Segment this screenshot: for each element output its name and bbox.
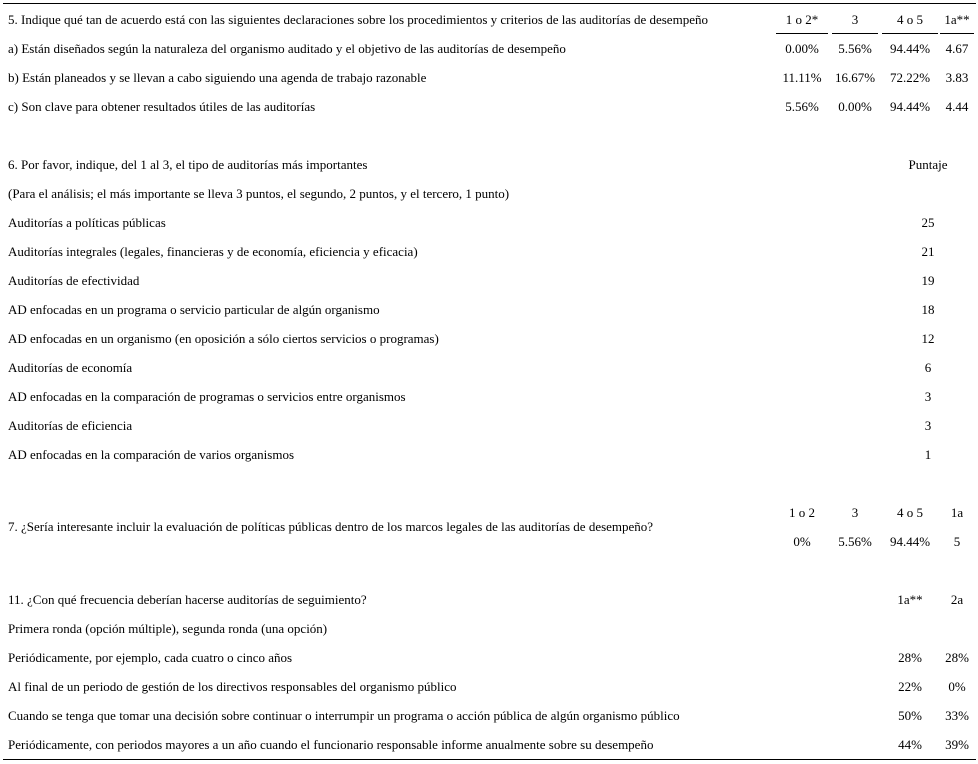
q6-row-label: AD enfocadas en la comparación de programas o servicios entre organismos xyxy=(8,389,406,404)
q11-question: 11. ¿Con qué frecuencia deberían hacerse auditorías de seguimiento? xyxy=(8,592,367,607)
q6-row xyxy=(0,411,978,440)
q5-cell: 11.11% xyxy=(782,70,822,85)
q7-question: 7. ¿Sería interesante incluir la evaluación de políticas públicas dentro de los marcos legales de las auditorías de desempeño? xyxy=(8,519,654,534)
q6-score: 3 xyxy=(924,389,932,404)
q6-row xyxy=(0,382,978,411)
q11-cell: 22% xyxy=(898,679,922,694)
q6-score: 12 xyxy=(921,331,935,346)
q11-row-label: Periódicamente, por ejemplo, cada cuatro o cinco años xyxy=(8,650,293,665)
q11-cell: 44% xyxy=(898,737,922,752)
q11-row xyxy=(0,643,978,672)
q7-cell: 0% xyxy=(793,534,811,549)
q6-row xyxy=(0,208,978,237)
q5-row-a xyxy=(0,34,978,63)
q6-row xyxy=(0,295,978,324)
q6-row xyxy=(0,266,978,295)
q5-header-row xyxy=(0,5,978,34)
q11-note-row xyxy=(0,614,978,643)
q6-row-label: Auditorías a políticas públicas xyxy=(8,215,166,230)
q5-header-2: 3 xyxy=(851,12,859,27)
q11-row-label: Al final de un periodo de gestión de los directivos responsables del organismo público xyxy=(8,679,457,694)
bottom-border xyxy=(3,759,976,760)
q5-cell: 3.83 xyxy=(945,70,969,85)
q11-row xyxy=(0,701,978,730)
q5-row-b xyxy=(0,63,978,92)
q7-cell: 5 xyxy=(953,534,961,549)
q6-header-row xyxy=(0,150,978,179)
q6-row-label: Auditorías de efectividad xyxy=(8,273,140,288)
q5-cell: 4.67 xyxy=(945,41,969,56)
q6-score: 25 xyxy=(921,215,935,230)
q7-header-3: 4 o 5 xyxy=(897,505,923,520)
q6-row xyxy=(0,353,978,382)
q5-header-3: 4 o 5 xyxy=(897,12,923,27)
q5-cell: 94.44% xyxy=(889,41,931,56)
q5-cell: 72.22% xyxy=(889,70,931,85)
q5-question: 5. Indique qué tan de acuerdo está con las siguientes declaraciones sobre los procedimientos y criterios de las auditorías de desempeño xyxy=(8,12,708,27)
q7-header-2: 3 xyxy=(851,505,859,520)
q6-row-label: AD enfocadas en la comparación de varios organismos xyxy=(8,447,295,462)
q6-row-label: Auditorías de economía xyxy=(8,360,133,375)
q6-row-label: Auditorías de eficiencia xyxy=(8,418,133,433)
q6-score: 18 xyxy=(921,302,935,317)
q5-cell: 0.00% xyxy=(838,99,872,114)
q11-cell: 33% xyxy=(945,708,969,723)
q5-cell: 94.44% xyxy=(889,99,931,114)
q6-note: (Para el análisis; el más importante se lleva 3 puntos, el segundo, 2 puntos, y el tercero, 1 punto) xyxy=(8,186,510,201)
q11-row xyxy=(0,672,978,701)
q5-header-4: 1a** xyxy=(944,12,970,27)
q5-row-c xyxy=(0,92,978,121)
q6-question: 6. Por favor, indique, del 1 al 3, el tipo de auditorías más importantes xyxy=(8,157,368,172)
q11-header-2: 2a xyxy=(950,592,964,607)
q5-cell: 5.56% xyxy=(838,41,872,56)
q5-cell: 4.44 xyxy=(945,99,969,114)
q11-cell: 28% xyxy=(945,650,969,665)
q7-header-1: 1 o 2 xyxy=(789,505,815,520)
q6-row xyxy=(0,440,978,469)
q11-cell: 50% xyxy=(898,708,922,723)
q11-row-label: Periódicamente, con periodos mayores a un año cuando el funcionario responsable informe anualmente sobre su desempeño xyxy=(8,737,654,752)
q6-row-label: Auditorías integrales (legales, financieras y de economía, eficiencia y eficacia) xyxy=(8,244,418,259)
q11-cell: 39% xyxy=(945,737,969,752)
q5-row-label: c) Son clave para obtener resultados útiles de las auditorías xyxy=(8,99,316,114)
q6-note-row xyxy=(0,179,978,208)
q11-row-label: Cuando se tenga que tomar una decisión sobre continuar o interrumpir un programa o acción pública de algún organismo público xyxy=(8,708,680,723)
q6-row-label: AD enfocadas en un organismo (en oposición a sólo ciertos servicios o programas) xyxy=(8,331,439,346)
q7-cell: 5.56% xyxy=(838,534,872,549)
q6-header: Puntaje xyxy=(908,157,948,172)
q7-header-4: 1a xyxy=(950,505,964,520)
q5-cell: 5.56% xyxy=(785,99,819,114)
q11-header-row xyxy=(0,585,978,614)
q11-header-1: 1a** xyxy=(897,592,923,607)
q6-score: 6 xyxy=(924,360,932,375)
q6-row xyxy=(0,324,978,353)
q11-row xyxy=(0,730,978,759)
q11-cell: 0% xyxy=(948,679,966,694)
q6-score: 1 xyxy=(924,447,932,462)
q6-row-label: AD enfocadas en un programa o servicio particular de algún organismo xyxy=(8,302,380,317)
top-border xyxy=(3,3,976,4)
q11-cell: 28% xyxy=(898,650,922,665)
q6-score: 3 xyxy=(924,418,932,433)
q5-row-label: b) Están planeados y se llevan a cabo siguiendo una agenda de trabajo razonable xyxy=(8,70,427,85)
q11-note: Primera ronda (opción múltiple), segunda ronda (una opción) xyxy=(8,621,328,636)
q7-cell: 94.44% xyxy=(889,534,931,549)
q5-cell: 0.00% xyxy=(785,41,819,56)
q7-values-row xyxy=(0,527,978,556)
q5-cell: 16.67% xyxy=(834,70,876,85)
q5-header-1: 1 o 2* xyxy=(785,12,819,27)
q5-row-label: a) Están diseñados según la naturaleza del organismo auditado y el objetivo de las auditorías de desempeño xyxy=(8,41,566,56)
q6-score: 21 xyxy=(921,244,935,259)
q6-score: 19 xyxy=(921,273,935,288)
q6-row xyxy=(0,237,978,266)
